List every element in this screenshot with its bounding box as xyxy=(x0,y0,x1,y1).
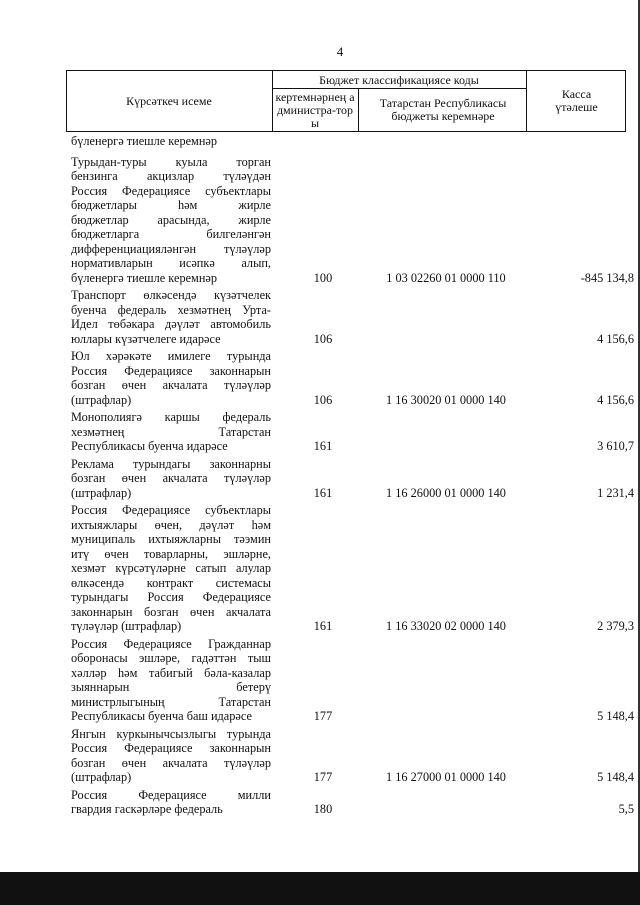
cash-execution-value: 4 156,6 xyxy=(597,331,634,346)
header-administrator: кертемнәрнең администра-торы xyxy=(275,89,355,130)
indicator-name xyxy=(71,788,271,817)
indicator-name-line: Россия Федерациясе милли xyxy=(71,787,271,802)
indicator-name xyxy=(71,727,271,785)
revenue-code: 1 03 02260 01 0000 110 xyxy=(386,270,506,285)
indicator-name xyxy=(71,410,271,454)
indicator-name-line: Россия Федерациясе субъектлары xyxy=(71,503,271,517)
indicator-name-line: бензинга акцизлар түләүдән xyxy=(71,169,271,183)
indicator-name-line: итү өчен товарларны, эшләрне, xyxy=(71,546,271,561)
indicator-name-line: юллары күзәтчелеге идарәсе xyxy=(71,331,221,346)
cash-execution-value: 5,5 xyxy=(618,802,634,816)
indicator-name-line: Республикасы буенча баш идарәсе xyxy=(71,709,252,723)
table-row xyxy=(66,456,634,501)
table-row xyxy=(66,503,634,634)
table-row xyxy=(66,636,634,724)
indicator-name-line: Юл хәрәкәте имилеге турында xyxy=(71,349,271,363)
administrator-code: 161 xyxy=(313,485,333,500)
indicator-name-line: өлкәсендә контракт системасы xyxy=(71,575,271,590)
indicator-name xyxy=(71,288,271,346)
indicator-name-line: хәлләр һәм табигый бәла-казалар xyxy=(71,665,271,680)
indicator-name xyxy=(71,503,271,634)
indicator-name-line: түләүләр (штрафлар) xyxy=(71,619,182,633)
indicator-name-line: буенча федераль хезмәтнең Урта- xyxy=(71,302,271,317)
table-row xyxy=(66,726,634,785)
indicator-name-line: Монополиягә каршы федераль xyxy=(71,410,271,424)
indicator-name-line: Реклама турындагы законнарны xyxy=(71,456,271,471)
header-tatarstan-revenue: Татарстан Республикасы бюджеты керемнәре xyxy=(379,96,507,123)
indicator-name-line: бозган өчен акчалата түләүләр xyxy=(71,471,271,485)
indicator-name-line: Россия Федерациясе законнарын xyxy=(71,741,271,755)
cash-execution-value: 2 379,3 xyxy=(597,619,634,633)
table-row xyxy=(66,787,634,817)
indicator-name-line: дифференциацияләнгән түләүләр xyxy=(71,241,271,256)
table-row xyxy=(66,288,634,346)
indicator-name-line: гвардия гаскәрләре федераль xyxy=(71,802,223,816)
revenue-code: 1 16 33020 02 0000 140 xyxy=(386,619,506,633)
scan-bottom-border xyxy=(0,872,640,905)
indicator-name-line: муниципаль ихтыяжларны тәэмин xyxy=(71,532,271,546)
administrator-code: 161 xyxy=(313,619,333,633)
table-header xyxy=(66,70,626,132)
indicator-name-line: оборонасы эшләре, гадәттән тыш xyxy=(71,651,271,665)
table-row xyxy=(66,349,634,407)
header-indicator-name: Күрсәткеч исеме xyxy=(126,93,212,108)
indicator-name-line: бозган өчен акчалата түләүләр xyxy=(71,378,271,392)
indicator-name-line: (штрафлар) xyxy=(71,392,132,407)
indicator-name-line: бюджетлары һәм жирле xyxy=(71,198,271,212)
indicator-name-line: бюджетларга билгеләнгән xyxy=(71,227,271,241)
indicator-name xyxy=(71,637,271,724)
indicator-name-line: Идел төбәкара дәүләт автомобиль xyxy=(71,317,271,331)
administrator-code: 106 xyxy=(313,331,333,346)
indicator-name-line: Россия Федерациясе субъектлары xyxy=(71,183,271,198)
table-row xyxy=(66,410,634,454)
indicator-name-line: зыяннарын бетерү xyxy=(71,680,271,694)
indicator-name-line: хезмәт күрсәтүләрне сатып алулар xyxy=(71,561,271,575)
indicator-name-line: турындагы Россия Федерациясе xyxy=(71,590,271,604)
administrator-code: 177 xyxy=(313,770,333,784)
revenue-code: 1 16 30020 01 0000 140 xyxy=(386,392,506,407)
indicator-name xyxy=(71,349,271,407)
indicator-name-line: министрлыгының Татарстан xyxy=(71,694,271,709)
cash-execution-value: -845 134,8 xyxy=(580,270,634,285)
revenue-code: 1 16 27000 01 0000 140 xyxy=(386,770,506,784)
header-budget-code: Бюджет классификациясе коды xyxy=(319,72,479,87)
revenue-code: 1 16 26000 01 0000 140 xyxy=(386,485,506,500)
table-body xyxy=(66,134,634,817)
indicator-name-line: (штрафлар) xyxy=(71,485,132,500)
indicator-name-line: бүленергә тиешле керемнәр xyxy=(71,134,218,148)
indicator-name-line: Турыдан-туры куыла торган xyxy=(71,154,271,169)
administrator-code: 180 xyxy=(313,802,333,816)
administrator-code: 177 xyxy=(313,709,333,723)
cash-execution-value: 5 148,4 xyxy=(597,770,634,784)
indicator-name-line: (штрафлар) xyxy=(71,770,132,784)
indicator-name-line: бүленергә тиешле керемнәр xyxy=(71,270,218,285)
page-number: 4 xyxy=(336,44,344,59)
indicator-name-line: Россия Федерациясе Гражданнар xyxy=(71,636,271,651)
budget-table xyxy=(66,70,634,817)
table-row xyxy=(66,154,634,286)
indicator-name-line: Россия Федерациясе законнарын xyxy=(71,363,271,378)
indicator-name-line: ихтыяжлары өчен, дәүләт һәм xyxy=(71,517,271,532)
indicator-name-line: бозган өчен акчалата түләүләр xyxy=(71,755,271,770)
indicator-name-line: Республикасы буенча идарәсе xyxy=(71,439,228,453)
administrator-code: 100 xyxy=(313,270,333,285)
header-cash-execution: Касса үтәлеше xyxy=(555,87,598,114)
cash-execution-value: 4 156,6 xyxy=(597,392,634,407)
indicator-name xyxy=(71,155,271,286)
indicator-name-line: законнарын бозган өчен акчалата xyxy=(71,604,271,619)
indicator-name-line: нормативларын исәпкә алып, xyxy=(71,256,271,270)
indicator-name xyxy=(71,134,271,149)
indicator-name-line: Янгын куркынычсызлыгы турында xyxy=(71,726,271,741)
indicator-name-line: бюджетлар арасында, жирле xyxy=(71,212,271,227)
indicator-name-line: Транспорт өлкәсендә күзәтчелек xyxy=(71,288,271,302)
cash-execution-value: 3 610,7 xyxy=(597,439,634,453)
cash-execution-value: 5 148,4 xyxy=(597,709,634,723)
indicator-name-line: хезмәтнең Татарстан xyxy=(71,424,271,439)
cash-execution-value: 1 231,4 xyxy=(597,485,634,500)
indicator-name xyxy=(71,457,271,501)
administrator-code: 161 xyxy=(313,439,333,453)
table-row xyxy=(66,134,626,149)
administrator-code: 106 xyxy=(313,392,333,407)
